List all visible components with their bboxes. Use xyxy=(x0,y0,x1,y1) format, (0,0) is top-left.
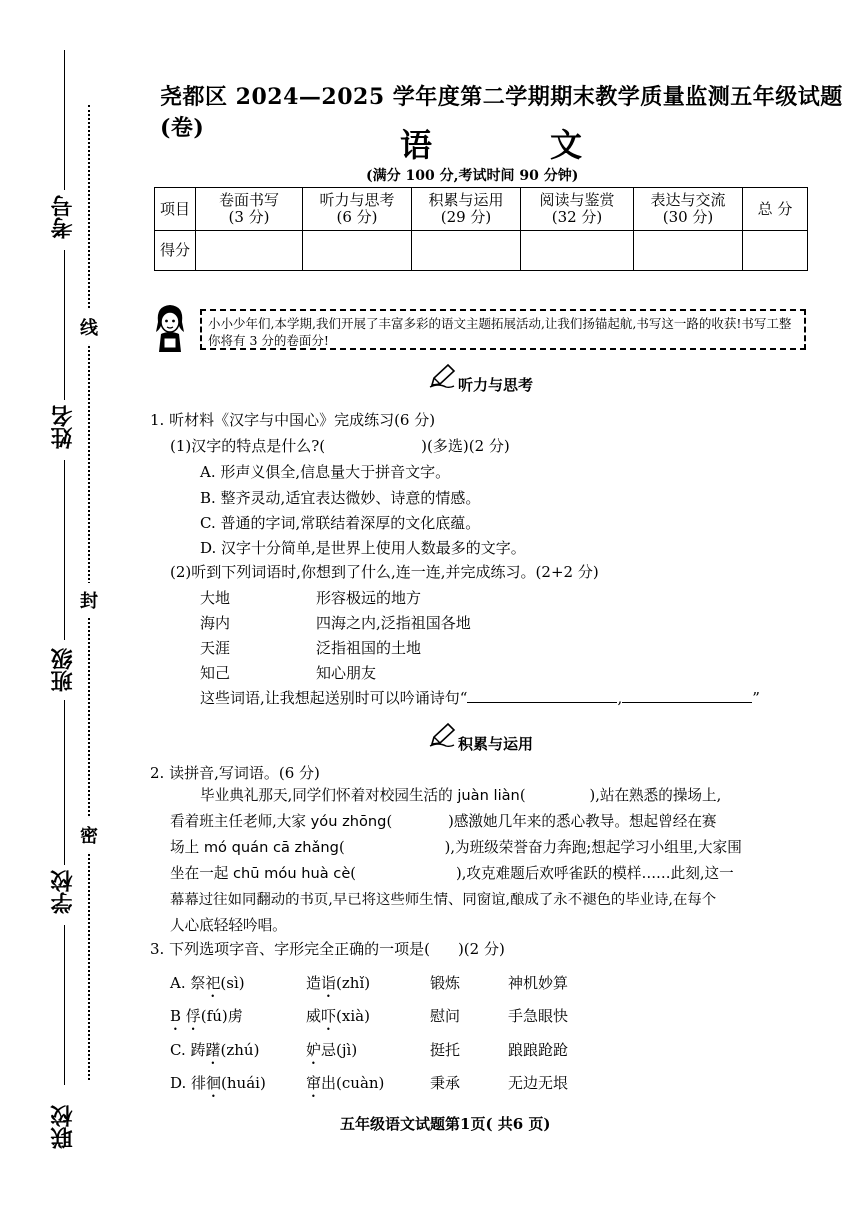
cartoon-girl-icon xyxy=(150,302,190,357)
score-header-item: 项目 xyxy=(155,188,196,231)
poem-prompt: 这些词语,让我想起送别时可以吟诵诗句“ xyxy=(200,689,468,707)
class-label: 班级 xyxy=(51,648,76,692)
score-header-accumulation: 积累与运用 (29 分) xyxy=(412,188,521,231)
pencil-icon xyxy=(428,722,456,748)
paren-open: ( xyxy=(338,839,345,856)
full-score-note: (满分 100 分,考试时间 90 分钟) xyxy=(366,168,579,184)
choice-text: D. 徘 xyxy=(170,1074,207,1092)
passage-line-5: 幕幕过往如同翻动的书页,早已将这些师生情、同窗谊,酿成了永不褪色的毕业诗,在每个 xyxy=(170,892,717,908)
passage-text: ),攻克难题后欢呼雀跃的模样……此刻,这一 xyxy=(456,865,734,882)
name-label: 姓名 xyxy=(51,405,76,449)
choice-c-word3: 挺托 xyxy=(430,1041,461,1059)
choice-text: (huái) xyxy=(221,1074,266,1092)
seal-line-char: 线 xyxy=(80,310,98,344)
question-1-1 xyxy=(170,435,510,456)
choice-text: 诣 xyxy=(321,974,337,992)
intro-note: 小小少年们,本学期,我们开展了丰富多彩的语文主题拓展活动,让我们扬锚起航,书写这一路的收获!书写工整你将有 3 分的卷面分! xyxy=(200,309,806,350)
score-header-writing: 表达与交流 (30 分) xyxy=(634,188,743,231)
choice-c-word4: 踉踉跄跄 xyxy=(508,1041,569,1059)
choice-text: 造 xyxy=(306,974,322,992)
paren-open: ( xyxy=(350,865,356,882)
choice-d-word3: 秉承 xyxy=(430,1074,461,1092)
choice-a[interactable] xyxy=(170,972,245,1001)
match-word[interactable]: 海内 xyxy=(200,614,231,632)
score-header-handwriting: 卷面书写 (3 分) xyxy=(196,188,303,231)
pinyin-line-3 xyxy=(170,835,742,861)
seal-seal-char: 封 xyxy=(80,583,98,617)
passage-text: )感激她几年来的悉心教导。想起曾经在赛 xyxy=(448,813,717,830)
question-1: 1. 听材料《汉字与中国心》完成练习(6 分) xyxy=(150,411,436,429)
choice-text: B 俘 xyxy=(170,1007,201,1025)
pinyin: yóu zhōng xyxy=(310,813,387,830)
poem-comma: , xyxy=(617,689,623,707)
choice-text: (sì) xyxy=(220,974,245,992)
pinyin-line-4 xyxy=(170,861,734,887)
passage-text: 毕业典礼那天,同学们怀着对校园生活的 xyxy=(200,787,458,804)
choice-text: 窜 xyxy=(306,1074,322,1092)
option-a: A. 形声义俱全,信息量大于拼音文字。 xyxy=(200,463,451,481)
binding-line xyxy=(64,250,65,400)
choice-text: 吓 xyxy=(321,1007,337,1025)
question-3 xyxy=(150,938,505,959)
passage-text: 看着班主任老师,大家 xyxy=(170,813,311,830)
binding-line xyxy=(64,50,65,190)
choice-b-word2 xyxy=(306,1005,370,1034)
choice-text: (xià) xyxy=(336,1007,370,1025)
score-header-reading: 阅读与鉴赏 (32 分) xyxy=(521,188,634,231)
pinyin: chū móu huà cè xyxy=(233,865,351,882)
union-label: 联校 xyxy=(51,1105,76,1149)
choice-text: 徊 xyxy=(206,1074,222,1092)
choice-text: 出 xyxy=(321,1074,337,1092)
match-word[interactable]: 知己 xyxy=(200,664,231,682)
score-cell[interactable] xyxy=(521,231,634,271)
choice-text: (jì) xyxy=(336,1041,358,1059)
score-header-listening: 听力与思考 (6 分) xyxy=(303,188,412,231)
pinyin-line-2 xyxy=(170,809,717,835)
passage-line-6: 人心底轻轻吟唱。 xyxy=(170,917,287,934)
paren-open: ( xyxy=(519,787,526,804)
choice-c[interactable] xyxy=(170,1039,259,1068)
question-2: 2. 读拼音,写词语。(6 分) xyxy=(150,764,320,782)
pinyin: mó quán cā zhǎng xyxy=(203,839,339,856)
pencil-icon xyxy=(428,363,456,389)
option-c: C. 普通的字词,常联结着深厚的文化底蕴。 xyxy=(200,514,481,532)
exam-no-label: 考号 xyxy=(51,195,76,239)
choice-b[interactable] xyxy=(170,1005,243,1034)
pinyin-line-1 xyxy=(200,783,721,809)
passage-text: ),为班级荣誉奋力奔跑;想起学习小组里,大家围 xyxy=(444,839,742,856)
choice-text: C. 踌 xyxy=(170,1041,206,1059)
choice-text: 躇 xyxy=(205,1041,221,1059)
match-word[interactable]: 大地 xyxy=(200,589,231,607)
choice-c-word2 xyxy=(306,1039,357,1068)
passage-text: 场上 xyxy=(170,839,204,856)
poem-line xyxy=(200,687,760,708)
question-1-2: (2)听到下列词语时,你想到了什么,连一连,并完成练习。(2+2 分) xyxy=(170,563,599,581)
choice-d[interactable] xyxy=(170,1072,266,1101)
choice-text: 忌 xyxy=(321,1041,337,1059)
exam-title: 尧都区 2024—2025 学年度第二学期期末教学质量监测五年级试题(卷) xyxy=(160,84,843,141)
choice-d-word4: 无边无垠 xyxy=(508,1074,569,1092)
match-meaning[interactable]: 泛指祖国的土地 xyxy=(316,639,422,657)
score-row-label: 得分 xyxy=(155,231,196,271)
poem-blank-2[interactable] xyxy=(622,688,752,703)
choice-text: 妒 xyxy=(306,1041,322,1059)
poem-blank-1[interactable] xyxy=(467,688,617,703)
choice-text: 祀 xyxy=(205,974,221,992)
paren-open: ( xyxy=(386,813,393,830)
binding-line xyxy=(64,925,65,1085)
choice-text: (cuàn) xyxy=(336,1074,385,1092)
match-meaning[interactable]: 知心朋友 xyxy=(316,664,377,682)
choice-text: (zhú) xyxy=(220,1041,260,1059)
poem-end-quote: ” xyxy=(752,689,760,707)
score-cell[interactable] xyxy=(196,231,303,271)
score-header-total: 总 分 xyxy=(743,188,808,231)
choice-b-word3: 慰问 xyxy=(430,1007,461,1025)
choice-a-word3: 锻炼 xyxy=(430,974,461,992)
choice-a-word4: 神机妙算 xyxy=(508,974,569,992)
choice-text: A. 祭 xyxy=(170,974,206,992)
match-meaning[interactable]: 形容极远的地方 xyxy=(316,589,422,607)
seal-secret-char: 密 xyxy=(80,818,98,852)
option-d: D. 汉字十分简单,是世界上使用人数最多的文字。 xyxy=(200,539,526,557)
question-1-1-stem: (1)汉字的特点是什么?( xyxy=(170,437,326,455)
subject-title: 语文 xyxy=(400,126,701,164)
score-cell[interactable] xyxy=(303,231,412,271)
section-title-accumulation: 积累与运用 xyxy=(458,735,534,753)
score-cell[interactable] xyxy=(634,231,743,271)
choice-d-word2 xyxy=(306,1072,384,1101)
binding-line xyxy=(64,700,65,865)
score-cell[interactable] xyxy=(412,231,521,271)
binding-line xyxy=(64,460,65,640)
passage-text: ),站在熟悉的操场上, xyxy=(589,787,722,804)
score-cell[interactable] xyxy=(743,231,808,271)
choice-text: (fú) xyxy=(200,1007,228,1025)
section-title-listening: 听力与思考 xyxy=(458,376,534,394)
choice-text: 虏 xyxy=(227,1007,243,1025)
question-1-1-tail: )(多选)(2 分) xyxy=(421,437,510,455)
choice-text: 威 xyxy=(306,1007,322,1025)
passage-text: 坐在一起 xyxy=(170,865,234,882)
match-meaning[interactable]: 四海之内,泛指祖国各地 xyxy=(316,614,471,632)
choice-b-word4: 手急眼快 xyxy=(508,1007,569,1025)
option-b: B. 整齐灵动,适宜表达微妙、诗意的情感。 xyxy=(200,489,481,507)
page-footer: 五年级语文试题第1页( 共6 页) xyxy=(340,1115,551,1133)
choice-a-word2 xyxy=(306,972,370,1001)
score-table xyxy=(154,187,808,271)
match-word[interactable]: 天涯 xyxy=(200,639,231,657)
school-label: 学校 xyxy=(51,870,76,914)
pinyin: juàn liàn xyxy=(457,787,520,804)
question-3-stem: 3. 下列选项字音、字形完全正确的一项是( xyxy=(150,940,430,958)
choice-text: (zhǐ) xyxy=(336,974,371,992)
question-3-tail: )(2 分) xyxy=(457,940,505,958)
